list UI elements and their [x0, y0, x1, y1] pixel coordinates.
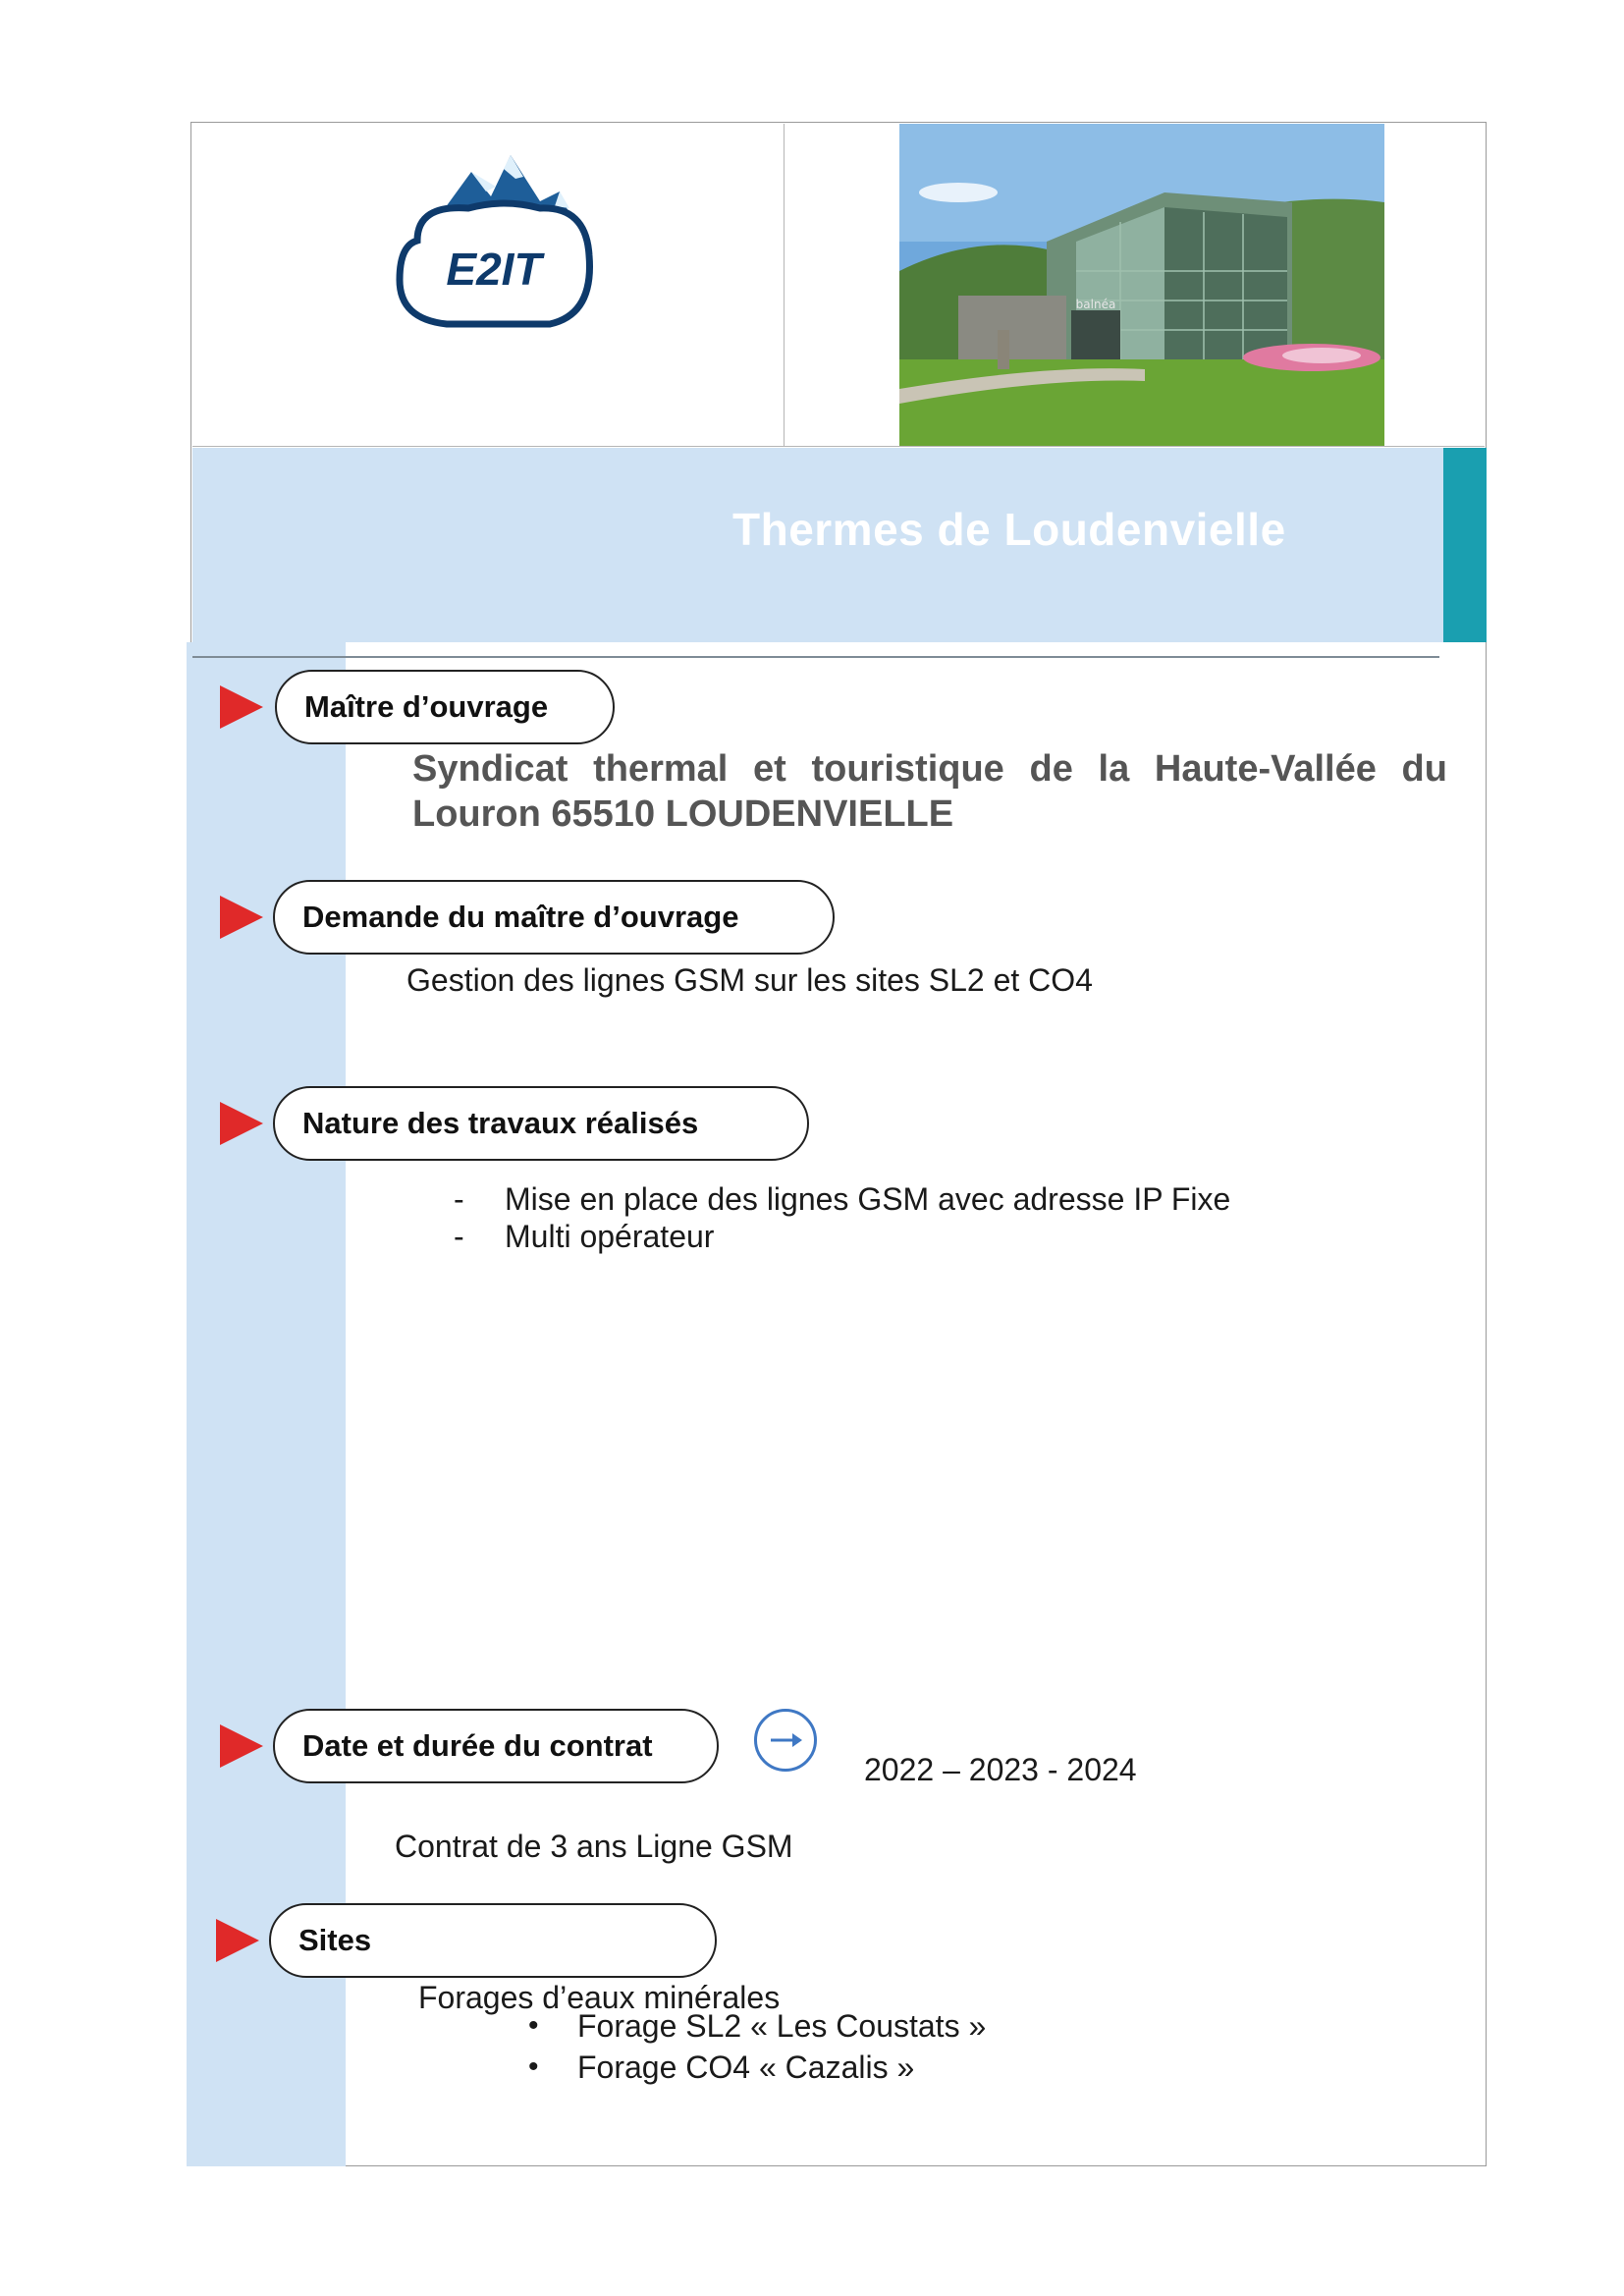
section-marker-icon	[220, 896, 263, 939]
request-text: Gestion des lignes GSM sur les sites SL2 et CO4	[406, 962, 1093, 998]
sites-intro: Forages d’eaux minérales	[418, 1980, 781, 2015]
sites-list	[528, 2005, 986, 2088]
section-marker-icon	[220, 1724, 263, 1768]
photo-sign: balnéa	[1075, 298, 1116, 311]
section-marker-icon	[220, 685, 263, 729]
works-list	[454, 1180, 1230, 1255]
banner-accent-bar	[1443, 448, 1487, 642]
section-marker-icon	[220, 1102, 263, 1145]
list-item: - Multi opérateur	[454, 1218, 1230, 1255]
list-item: • Forage CO4 « Cazalis »	[528, 2047, 986, 2088]
header-bottom-rule	[192, 446, 1485, 447]
list-item: - Mise en place des lignes GSM avec adresse IP Fixe	[454, 1180, 1230, 1218]
section-heading-works: Nature des travaux réalisés	[273, 1086, 809, 1161]
section-marker-icon	[216, 1919, 259, 1962]
banner-rule	[192, 656, 1439, 658]
section-heading-request: Demande du maître d’ouvrage	[273, 880, 835, 955]
list-item: • Forage SL2 « Les Coustats »	[528, 2005, 986, 2047]
section-heading-contract: Date et durée du contrat	[273, 1709, 719, 1783]
contract-description: Contrat de 3 ans Ligne GSM	[395, 1829, 793, 1864]
building-photo	[899, 124, 1384, 446]
contract-years: 2022 – 2023 - 2024	[864, 1752, 1137, 1787]
section-heading-sites: Sites	[269, 1903, 717, 1978]
page-title: Thermes de Loudenvielle	[732, 504, 1286, 555]
e2it-logo	[378, 147, 604, 354]
logo-text: E2IT	[446, 244, 542, 295]
arrow-right-icon	[754, 1709, 817, 1772]
section-heading-owner: Maître d’ouvrage	[275, 670, 615, 744]
owner-text: Syndicat thermal et touristique de la Haute-Vallée du Louron 65510 LOUDENVIELLE	[412, 748, 1447, 835]
header-divider	[784, 124, 785, 446]
